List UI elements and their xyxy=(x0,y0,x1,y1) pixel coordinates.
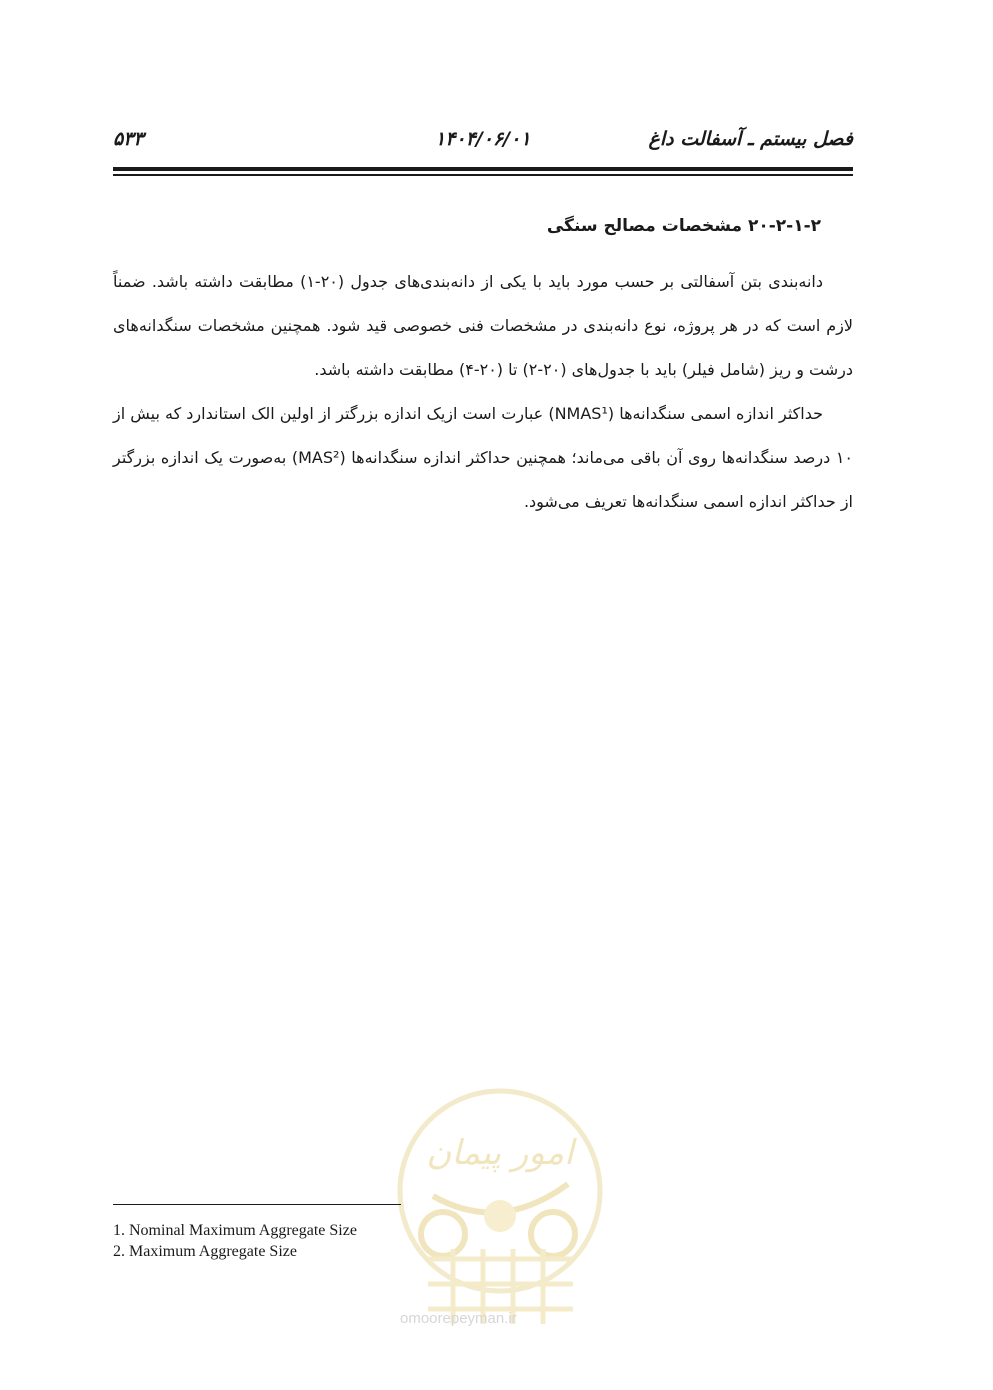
paragraph: دانه‌بندی بتن آسفالتی بر حسب مورد باید با یکی از دانه‌بندی‌های جدول (۲۰-۱) مطابقت داشته باشد. ضمناً لازم است که در هر پروژه، نوع دانه‌بندی در مشخصات فنی خصوصی قید شود. همچنین مشخصات سنگدانه‌های درشت و ریز (شامل فیلر) باید با جدول‌های (۲۰-۲) تا (۲۰-۴) مطابقت داشته باشد. xyxy=(113,272,853,379)
page-number: ۵۳۳ xyxy=(113,128,144,150)
footnote: 2. Maximum Aggregate Size xyxy=(113,1243,297,1260)
body-text xyxy=(113,260,853,524)
footnote: 1. Nominal Maximum Aggregate Size xyxy=(113,1222,357,1239)
header-rule-thin xyxy=(113,174,853,176)
page-header xyxy=(113,128,853,158)
section-heading: ۲۰-۲-۱-۲ مشخصات مصالح سنگی xyxy=(546,216,821,236)
paragraph: حداکثر اندازه اسمی سنگدانه‌ها (NMAS¹) عبارت است ازیک اندازه بزرگتر از اولین الک استاندارد که بیش از ۱۰ درصد سنگدانه‌ها روی آن باقی می‌ماند؛ همچنین حداکثر اندازه سنگدانه‌ها (MAS²) به‌صورت یک اندازه بزرگتر از حداکثر اندازه اسمی سنگدانه‌ها تعریف می‌شود. xyxy=(112,404,853,511)
footnote-rule xyxy=(113,1204,401,1205)
header-rule-thick xyxy=(113,167,853,171)
footnotes xyxy=(113,1220,357,1262)
svg-text:امور پیمان: امور پیمان xyxy=(426,1133,574,1173)
revision-date: ۱۴۰۴/۰۶/۰۱ xyxy=(435,128,531,150)
chapter-title: فصل بیستم ـ آسفالت داغ xyxy=(648,128,853,150)
watermark-url: omoorepeyman.ir xyxy=(400,1310,517,1327)
watermark-logo-icon xyxy=(393,1084,607,1334)
